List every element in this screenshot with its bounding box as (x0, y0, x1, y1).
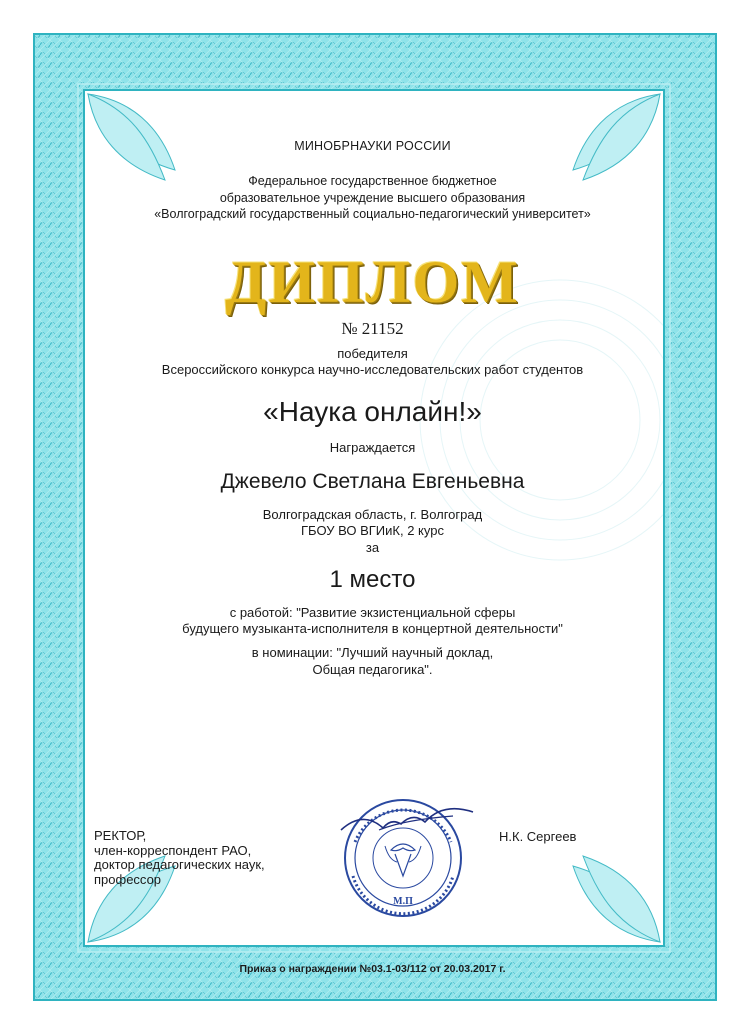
contest-description: Всероссийского конкурса научно-исследовательских работ студентов (161, 362, 584, 377)
place-award: 1 место (329, 566, 416, 593)
signatory-title (94, 829, 265, 887)
signatory-line-4: профессор (94, 871, 162, 887)
institution-line-1: Федеральное государственное бюджетное (248, 174, 497, 188)
recipient-school: ГБОУ ВО ВГИиК, 2 курс (301, 523, 444, 538)
nomination-line-1: в номинации: "Лучший научный доклад, (251, 645, 494, 660)
for-label: за (365, 540, 380, 555)
signatory-line-1: РЕКТОР, (94, 828, 147, 843)
diploma-title: ДИПЛОМ (225, 249, 520, 315)
winner-label: победителя (337, 346, 408, 361)
work-title-line-2: будущего музыканта-исполнителя в концертной деятельности" (182, 621, 563, 636)
award-order: Приказ о награждении №03.1-03/112 от 20.03.2017 г. (239, 963, 506, 975)
institution-line-2: образовательное учреждение высшего образования (219, 191, 526, 205)
institution-line-3: «Волгоградский государственный социально-педагогический университет» (154, 207, 591, 221)
seal-mp-label: М.П (393, 896, 413, 907)
recipient-region: Волгоградская область, г. Волгоград (262, 507, 483, 522)
nomination-line-2: Общая педагогика". (312, 662, 433, 677)
recipient-name: Джевело Светлана Евгеньевна (220, 470, 525, 493)
official-seal-stamp (333, 790, 481, 920)
signatory-line-2: член-корреспондент РАО, (94, 842, 252, 858)
signatory-line-3: доктор педагогических наук, (94, 857, 265, 872)
awarded-label: Награждается (329, 440, 416, 455)
work-title-line-1: с работой: "Развитие экзистенциальной сферы (229, 605, 516, 620)
signatory-name: Н.К. Сергеев (499, 829, 577, 844)
diploma-number: № 21152 (341, 319, 404, 338)
contest-name: «Наука онлайн!» (263, 396, 482, 427)
ministry-name: МИНОБРНАУКИ РОССИИ (294, 139, 451, 153)
